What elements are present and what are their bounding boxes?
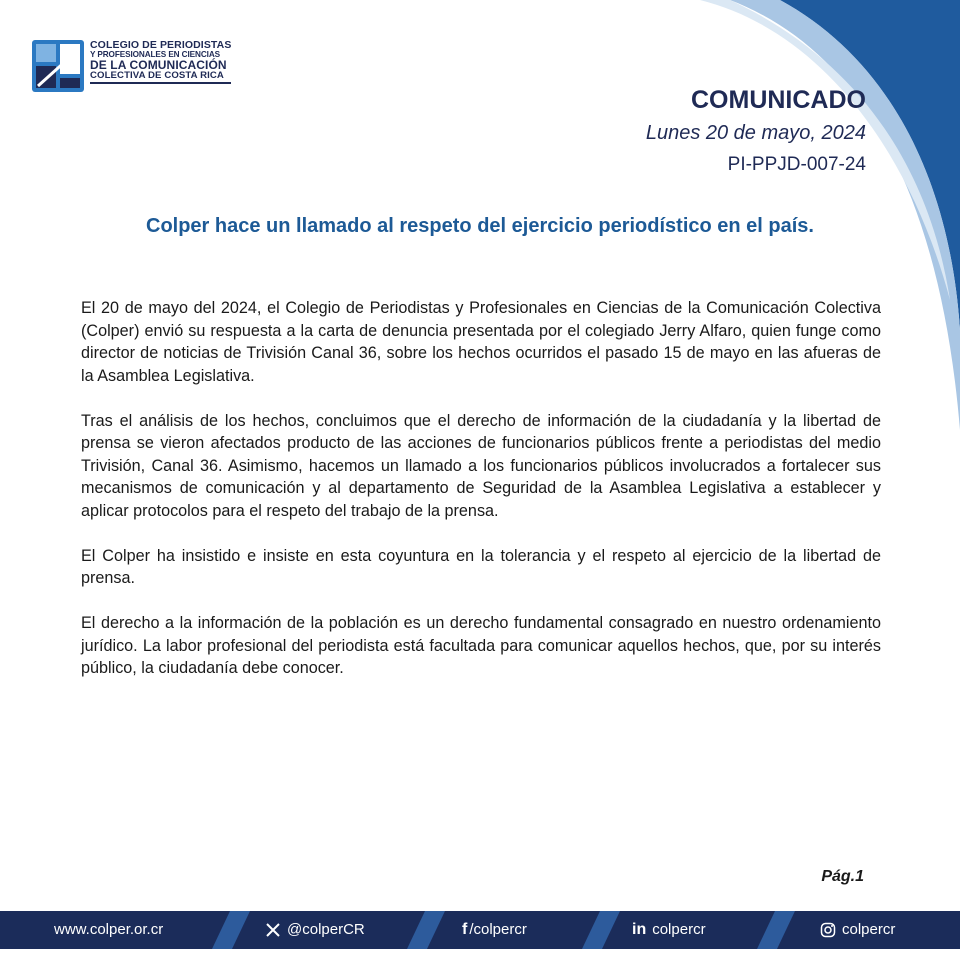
- footer-x-handle: @colperCR: [287, 921, 365, 938]
- body-paragraph: Tras el análisis de los hechos, concluimos que el derecho de información de la ciudadanía y la libertad de prensa se vieron afectados producto de las acciones de funcionarios públicos frente a periodistas del medio Trivisión, Canal 36. Asimismo, hacemos un llamado a los funcionarios públicos involucrados a fortalecer sus mecanismos de comunicación y al departamento de Seguridad de la Asamblea Legislativa a establecer y aplicar protocolos para el respeto del trabajo de la prensa.: [81, 411, 881, 520]
- body-paragraph: El Colper ha insistido e insiste en esta coyuntura en la tolerancia y el respeto al ejercicio de la libertad de prensa.: [81, 546, 881, 587]
- page-number: Pág.1: [821, 868, 864, 885]
- document-title: COMUNICADO: [691, 86, 866, 114]
- colper-logo: [32, 40, 231, 94]
- body-paragraph: El derecho a la información de la población es un derecho fundamental consagrado en nuestro ordenamiento jurídico. La labor profesional del periodista está facultada para comunicar aquellos hechos, que, por su interés público, la ciudadanía debe conocer.: [81, 614, 881, 677]
- logo-line-1: COLEGIO DE PERIODISTAS: [90, 39, 232, 51]
- logo-line-2: Y PROFESIONALES EN CIENCIAS: [90, 49, 220, 59]
- document-reference: PI-PPJD-007-24: [727, 154, 866, 175]
- document-date: Lunes 20 de mayo, 2024: [645, 122, 866, 144]
- logo-line-3: DE LA COMUNICACIÓN: [90, 57, 227, 72]
- footer-x-link[interactable]: [265, 911, 365, 949]
- footer-facebook-link[interactable]: [462, 911, 527, 949]
- footer-instagram-link[interactable]: [820, 911, 895, 949]
- instagram-icon: [820, 922, 836, 938]
- headline: Colper hace un llamado al respeto del ejercicio periodístico en el país.: [146, 215, 814, 237]
- colper-logo-text: [90, 40, 231, 84]
- document-body: [81, 297, 881, 702]
- footer-linkedin-link[interactable]: [632, 911, 706, 949]
- body-paragraph: El 20 de mayo del 2024, el Colegio de Periodistas y Profesionales en Ciencias de la Comunicación Colectiva (Colper) envió su respuesta a la carta de denuncia presentada por el colegiado Jerry Alfaro, quien funge como director de noticias de Trivisión Canal 36, sobre los hechos ocurridos el pasado 15 de mayo en las afueras de la Asamblea Legislativa.: [81, 299, 881, 385]
- footer-bar: [0, 911, 960, 949]
- footer-bottom-margin: [0, 949, 960, 960]
- facebook-icon: f: [462, 921, 468, 938]
- logo-line-4: COLECTIVA DE COSTA RICA: [90, 69, 224, 81]
- linkedin-icon: in: [632, 921, 647, 938]
- footer-website-link[interactable]: [54, 911, 163, 949]
- footer-facebook-handle: /colpercr: [469, 921, 527, 938]
- footer-linkedin-handle: colpercr: [652, 921, 706, 938]
- x-logo-icon: [265, 922, 281, 938]
- footer-website: www.colper.or.cr: [54, 921, 164, 938]
- colper-logo-mark-icon: [32, 40, 84, 92]
- footer-instagram-handle: colpercr: [842, 921, 896, 938]
